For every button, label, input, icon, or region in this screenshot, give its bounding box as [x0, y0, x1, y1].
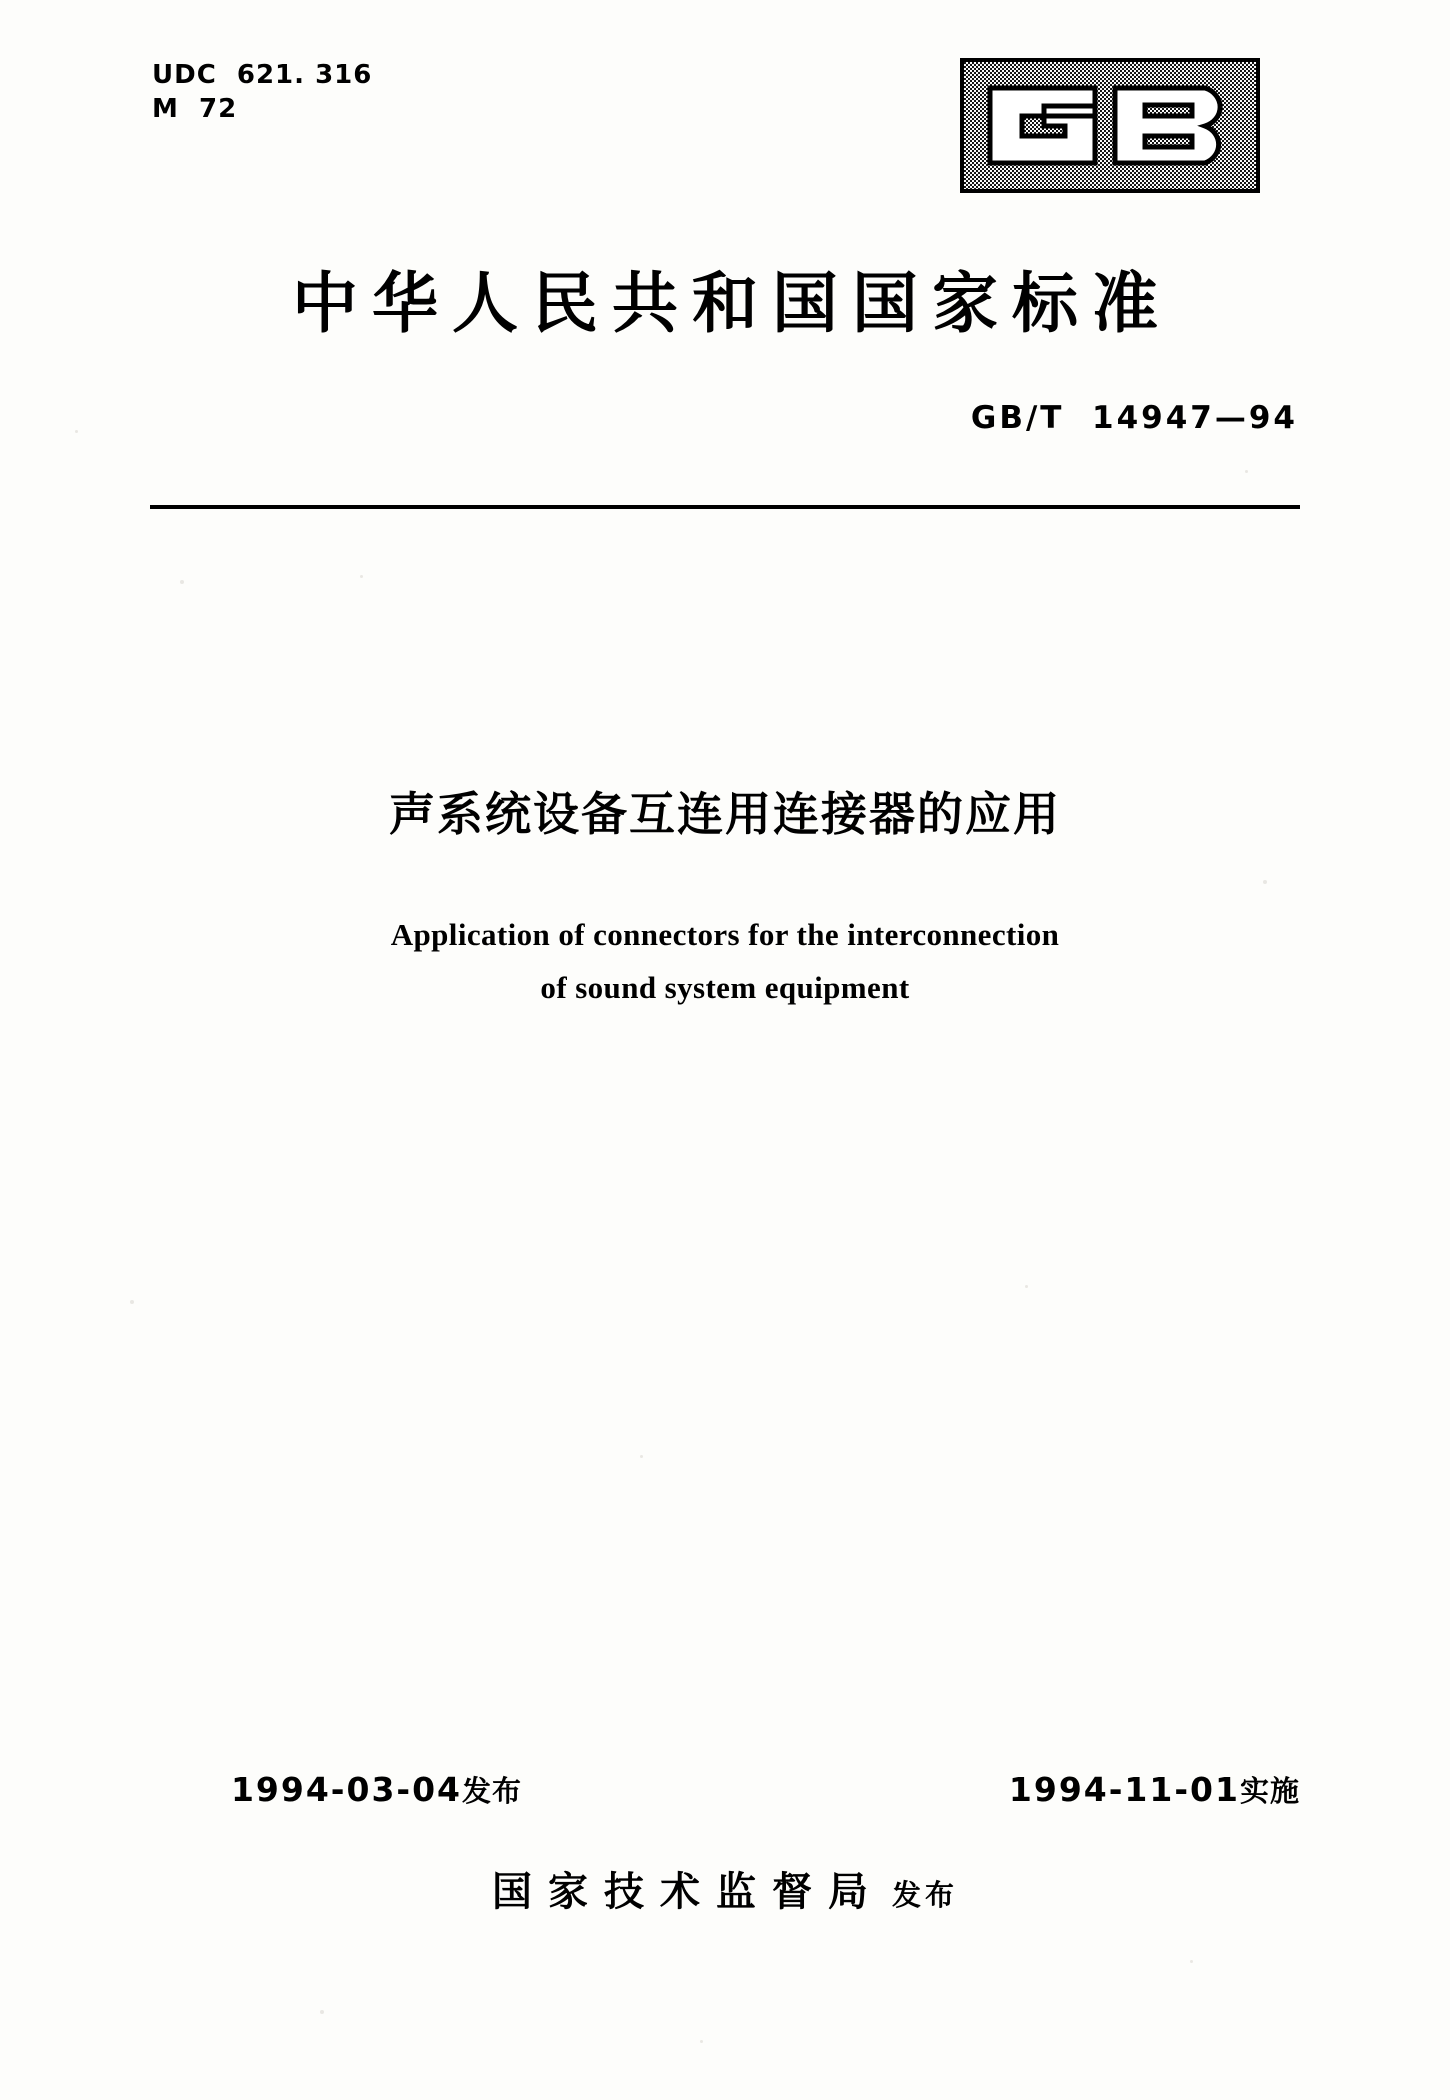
paper-speck [180, 580, 184, 584]
paper-speck [700, 2040, 703, 2043]
paper-speck [640, 1455, 643, 1458]
udc-classification-block [152, 58, 372, 126]
paper-speck [75, 430, 78, 433]
paper-speck [1263, 880, 1267, 884]
publisher-line [0, 1860, 1450, 1917]
effective-date-value: 1994-11-01 [1008, 1770, 1240, 1809]
title-english-line-1: Application of connectors for the interconnection [390, 917, 1060, 952]
paper-speck [130, 1300, 134, 1304]
issue-date-label: 发布 [462, 1774, 523, 1808]
date-row [150, 1730, 1300, 1849]
national-standard-header: 中华人民共和国国家标准 [292, 265, 1172, 342]
paper-speck [360, 575, 363, 578]
udc-number: UDC 621. 316 [152, 60, 373, 90]
paper-speck [1025, 1285, 1028, 1288]
gb-emblem-icon [960, 58, 1260, 193]
standard-number: GB/T 14947—94 [970, 400, 1298, 436]
udc-category-code: M 72 [152, 94, 238, 124]
effective-date [928, 1730, 1300, 1849]
publisher-organization: 国家技术监督局 [491, 1869, 884, 1915]
issue-date-value: 1994-03-04 [230, 1770, 463, 1809]
paper-speck [1245, 470, 1248, 473]
document-title-chinese: 声系统设备互连用连接器的应用 [389, 787, 1061, 841]
header-divider [150, 505, 1300, 509]
publisher-verb: 发布 [891, 1878, 958, 1912]
paper-speck [320, 2010, 324, 2014]
title-english-line-2: of sound system equipment [540, 970, 910, 1005]
effective-date-label: 实施 [1239, 1774, 1300, 1808]
paper-speck [1190, 1960, 1193, 1963]
issue-date [150, 1730, 522, 1849]
document-title-english [0, 908, 1450, 1014]
